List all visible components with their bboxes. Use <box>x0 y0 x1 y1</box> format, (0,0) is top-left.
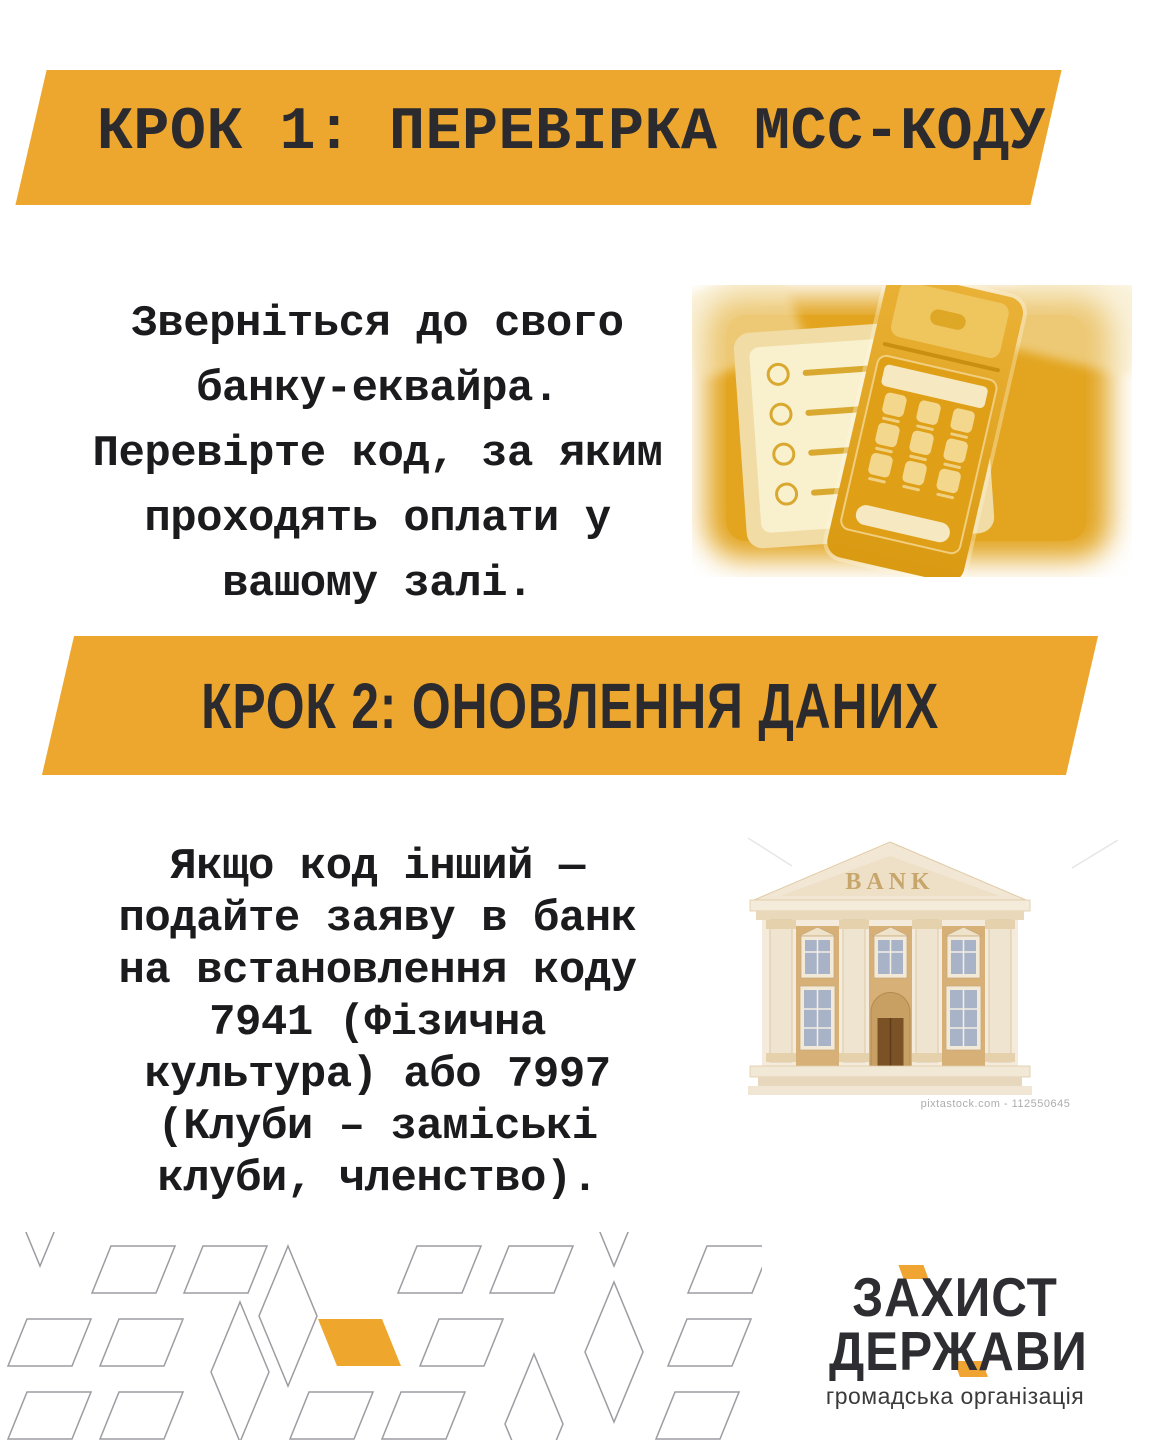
step2-text-line: клуби, членство). <box>157 1154 598 1204</box>
step1-text-block <box>55 292 700 617</box>
step1-banner <box>31 70 1046 205</box>
step1-text-line: вашому залі. <box>222 559 533 609</box>
rhombus-pattern <box>0 1232 762 1440</box>
pos-terminal-illustration <box>692 285 1132 577</box>
app-icon <box>908 430 934 456</box>
step2-text-line: на встановлення коду <box>118 946 637 996</box>
logo-title-line1: ЗАХИСТ <box>852 1266 1058 1328</box>
step2-text-line: подайте заяву в банк <box>118 894 637 944</box>
bank-base-steps <box>748 1066 1032 1095</box>
checklist-bullet-icon <box>766 362 791 387</box>
app-icon-grid <box>861 390 981 495</box>
step2-text-line: (Клуби – заміські <box>157 1102 598 1152</box>
step2-banner-title <box>58 636 1082 775</box>
bank-building-illustration <box>748 830 1118 1125</box>
checklist-bullet-icon <box>769 402 794 427</box>
step1-text-line: проходять оплати у <box>144 494 611 544</box>
bank-entablature <box>750 900 1030 920</box>
app-icon <box>942 437 968 463</box>
step1-text-line: банку-еквайра. <box>196 364 559 414</box>
app-icon <box>875 422 901 448</box>
step2-text-line: 7941 (Фізична <box>209 998 546 1048</box>
app-icon <box>882 392 908 418</box>
pattern-accent-tile <box>318 1319 401 1366</box>
app-icon <box>935 468 961 494</box>
step2-banner <box>58 636 1082 775</box>
bank-pediment <box>754 842 1026 900</box>
step2-text-line: Якщо код інший — <box>170 842 585 892</box>
bank-door-icon <box>871 993 910 1067</box>
app-icon <box>949 407 975 433</box>
checklist-bullet-icon <box>774 482 799 507</box>
organization-logo <box>815 1266 1095 1409</box>
logo-title-line2: ДЕРЖАВИ <box>829 1320 1088 1382</box>
checklist-check-icon <box>772 442 797 467</box>
bank-building-icon <box>748 830 1118 1125</box>
step1-text-line: Перевірте код, за яким <box>92 429 663 479</box>
step2-banner-title-text: КРОК 2: ОНОВЛЕННЯ ДАНИХ <box>200 669 940 742</box>
step2-text-block <box>55 841 700 1205</box>
screen-action-button <box>854 503 952 544</box>
bank-upper-windows <box>799 927 982 978</box>
app-icon <box>901 460 927 486</box>
app-icon <box>868 452 894 478</box>
step2-text-line: культура) або 7997 <box>144 1050 611 1100</box>
step1-banner-title: КРОК 1: ПЕРЕВІРКА МСС-КОДУ <box>96 98 1047 167</box>
bank-sign: BANK <box>845 869 935 895</box>
logo-tagline: громадська організація <box>825 1383 1085 1409</box>
app-icon <box>915 399 941 425</box>
step1-text-line: Зверніться до свого <box>131 299 624 349</box>
stock-watermark: pixtastock.com - 112550645 <box>920 1098 1071 1110</box>
